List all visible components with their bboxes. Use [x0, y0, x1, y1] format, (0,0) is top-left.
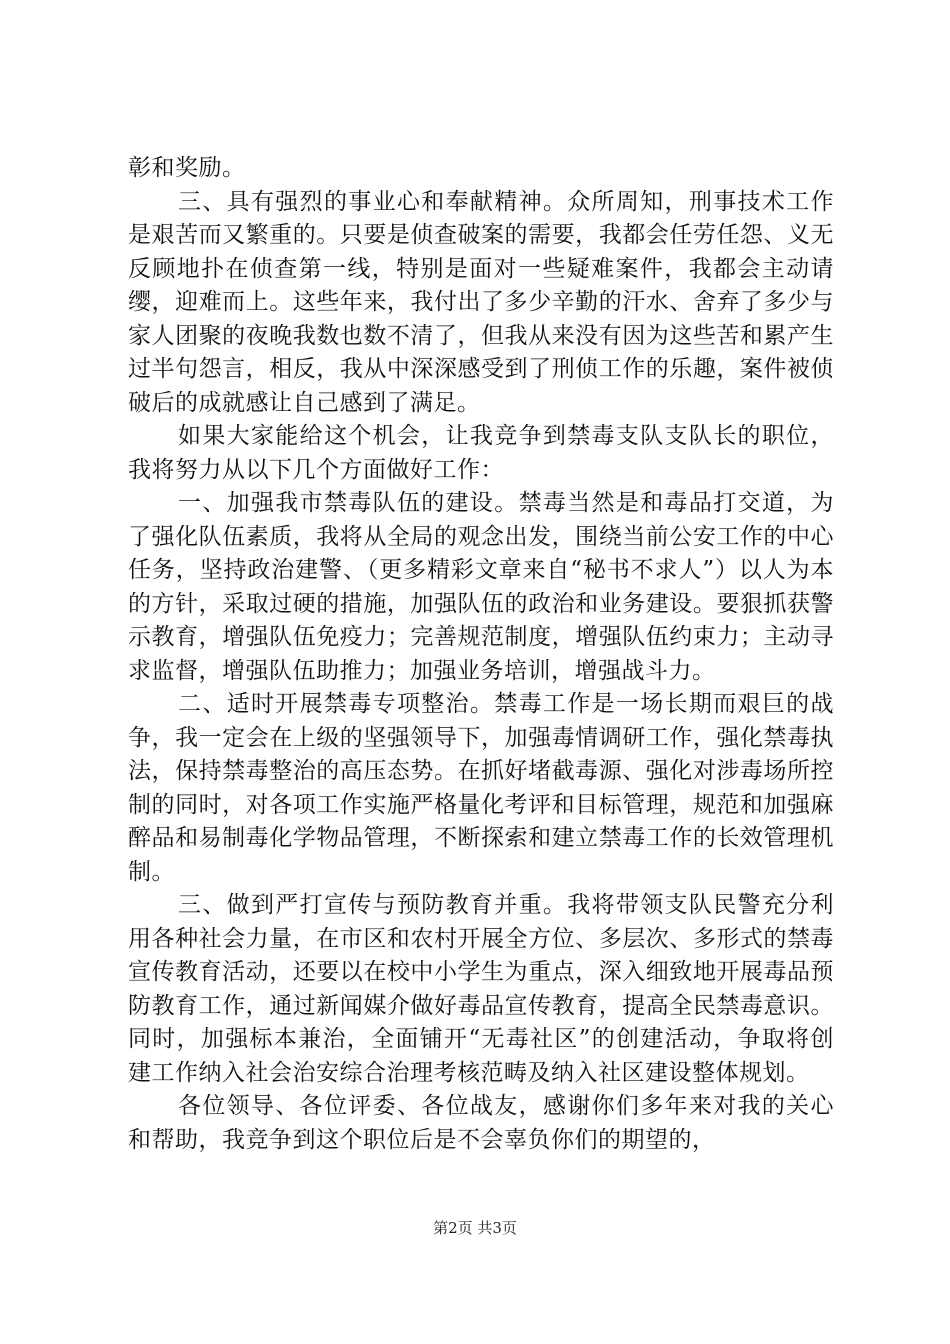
document-body — [128, 152, 834, 1157]
page-number-footer: 第2页 共3页 — [433, 1219, 517, 1237]
paragraph-7: 各位领导、各位评委、各位战友，感谢你们多年来对我的关心和帮助，我竞争到这个职位后是不会辜负你们的期望的， — [128, 1093, 834, 1153]
paragraph-2: 三、具有强烈的事业心和奉献精神。众所周知，刑事技术工作是艰苦而又繁重的。只要是侦查破案的需要，我都会任劳任怨、义无反顾地扑在侦查第一线，特别是面对一些疑难案件，我都会主动请缨，迎难而上。这些年来，我付出了多少辛勤的汗水、舍弃了多少与家人团聚的夜晚我数也数不清了，但我从来没有因为这些苦和累产生过半句怨言，相反，我从中深深感受到了刑侦工作的乐趣，案件被侦破后的成就感让自己感到了满足。 — [128, 188, 834, 416]
paragraph-5: 二、适时开展禁毒专项整治。禁毒工作是一场长期而艰巨的战争，我一定会在上级的坚强领导下，加强毒情调研工作，强化禁毒执法，保持禁毒整治的高压态势。在抓好堵截毒源、强化对涉毒场所控制的同时，对各项工作实施严格量化考评和目标管理，规范和加强麻醉品和易制毒化学物品管理，不断探索和建立禁毒工作的长效管理机制。 — [128, 691, 834, 885]
paragraph-1: 彰和奖励。 — [128, 155, 246, 181]
paragraph-4: 一、加强我市禁毒队伍的建设。禁毒当然是和毒品打交道，为了强化队伍素质，我将从全局的观念出发，围绕当前公安工作的中心任务，坚持政治建警、（更多精彩文章来自“秘书不求人”）以人为本的方针，采取过硬的措施，加强队伍的政治和业务建设。要狠抓获警示教育，增强队伍免疫力；完善规范制度，增强队伍约束力；主动寻求监督，增强队伍助推力；加强业务培训，增强战斗力。 — [128, 490, 834, 684]
paragraph-6: 三、做到严打宣传与预防教育并重。我将带领支队民警充分利用各种社会力量，在市区和农村开展全方位、多层次、多形式的禁毒宣传教育活动，还要以在校中小学生为重点，深入细致地开展毒品预防教育工作，通过新闻媒介做好毒品宣传教育，提高全民禁毒意识。同时，加强标本兼治，全面铺开“无毒社区”的创建活动，争取将创建工作纳入社会治安综合治理考核范畴及纳入社区建设整体规划。 — [128, 892, 834, 1086]
paragraph-3: 如果大家能给这个机会，让我竞争到禁毒支队支队长的职位，我将努力从以下几个方面做好工作： — [128, 423, 834, 483]
